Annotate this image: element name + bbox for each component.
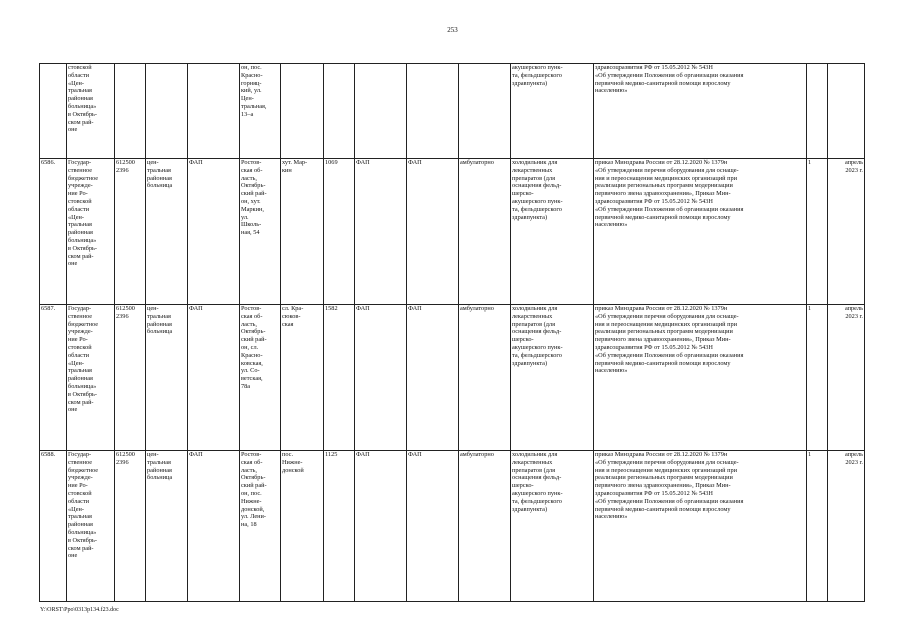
facility-address: он, пос. Красно- горняц- кий, ул. Цен- тральная, 13–а	[240, 64, 281, 159]
equipment-name: акушерского пунк- та, фельдшерского здравпункта)	[511, 64, 594, 159]
delivery-date	[828, 64, 865, 159]
facility-type	[188, 64, 240, 159]
facility-kind: ФАП	[355, 451, 407, 602]
table-row	[40, 159, 865, 305]
facility-type: ФАП	[188, 305, 240, 451]
equipment-table	[39, 63, 865, 602]
equipment-name: холодильник для лекарственных препаратов (для оснащения фельд- шерско- акушерского пунк- та, фельдшерского здравпункта)	[511, 451, 594, 602]
facility-kind-target: ФАП	[407, 451, 459, 602]
organization-name: Государ- ственное бюджетное учрежде- ние Ро- стовской области «Цен- тральная районная больница» в Октябрь- ском рай- оне	[67, 159, 115, 305]
organization-code	[115, 64, 146, 159]
regulatory-order: приказ Минздрава России от 28.12.2020 № 1379н «Об утверждении перечня оборудования для оснаще- ния и переоснащения медицинских организаций при реализации региональных программ модернизации первичного звена здравоохранения», Приказ Мин- здравсоцразвития РФ от 15.05.2012 № 543Н «Об утверждении Положения об организации оказания первичной медико-санитарной помощи взрослому населению»	[594, 159, 807, 305]
organization-code: 612500 2396	[115, 159, 146, 305]
page-number: 253	[447, 26, 458, 34]
settlement-name: сл. Кра- сюков- ская	[281, 305, 324, 451]
settlement-name: пос. Нижне- донской	[281, 451, 324, 602]
facility-kind-target: ФАП	[407, 159, 459, 305]
care-conditions: амбулаторно	[459, 159, 511, 305]
organization-name: стовской области «Цен- тральная районная больница» в Октябрь- ском рай- оне	[67, 64, 115, 159]
settlement-name: хут. Мар- кин	[281, 159, 324, 305]
table-row	[40, 64, 865, 159]
table-row	[40, 305, 865, 451]
table-row	[40, 451, 865, 602]
organization-code: 612500 2396	[115, 451, 146, 602]
quantity: 1	[807, 305, 828, 451]
facility-address: Ростов- ская об- ласть, Октябрь- ский рай- он, сл. Красно- ковская, ул. Со- ветская, 78а	[240, 305, 281, 451]
organization-code: 612500 2396	[115, 305, 146, 451]
equipment-name: холодильник для лекарственных препаратов (для оснащения фельд- шерско- акушерского пунк- та, фельдшерского здравпункта)	[511, 159, 594, 305]
care-conditions: амбулаторно	[459, 305, 511, 451]
equipment-name: холодильник для лекарственных препаратов (для оснащения фельд- шерско- акушерского пунк- та, фельдшерского здравпункта)	[511, 305, 594, 451]
unit-name: цен- тральная районная больница	[146, 451, 188, 602]
facility-kind: ФАП	[355, 159, 407, 305]
facility-type: ФАП	[188, 159, 240, 305]
delivery-date: апрель 2023 г.	[828, 451, 865, 602]
row-number: 6587.	[40, 305, 67, 451]
footer-file-path: Y:\ORST\Ppo\0313p134.f23.doc	[40, 607, 119, 613]
quantity	[807, 64, 828, 159]
regulatory-order: приказ Минздрава России от 28.12.2020 № 1379н «Об утверждении перечня оборудования для оснаще- ния и переоснащения медицинских организаций при реализации региональных программ модернизации первичного звена здравоохранения», Приказ Мин- здравсоцразвития РФ от 15.05.2012 № 543Н «Об утверждении Положения об организации оказания первичной медико-санитарной помощи взрослому населению»	[594, 451, 807, 602]
organization-name: Государ- ственное бюджетное учрежде- ние Ро- стовской области «Цен- тральная районная больница» в Октябрь- ском рай- оне	[67, 305, 115, 451]
row-number	[40, 64, 67, 159]
unit-name: цен- тральная районная больница	[146, 159, 188, 305]
facility-type: ФАП	[188, 451, 240, 602]
unit-name: цен- тральная районная больница	[146, 305, 188, 451]
quantity: 1	[807, 159, 828, 305]
facility-address: Ростов- ская об- ласть, Октябрь- ский рай- он, пос. Нижне- донской, ул. Лени- на, 18	[240, 451, 281, 602]
facility-kind-target: ФАП	[407, 305, 459, 451]
organization-name: Государ- ственное бюджетное учрежде- ние Ро- стовской области «Цен- тральная районная больница» в Октябрь- ском рай- оне	[67, 451, 115, 602]
population-count	[324, 64, 355, 159]
facility-address: Ростов- ская об- ласть, Октябрь- ский рай- он, хут. Маркин, ул. Школь- ная, 54	[240, 159, 281, 305]
row-number: 6586.	[40, 159, 67, 305]
settlement-name	[281, 64, 324, 159]
delivery-date: апрель 2023 г.	[828, 159, 865, 305]
facility-kind-target	[407, 64, 459, 159]
quantity: 1	[807, 451, 828, 602]
facility-kind	[355, 64, 407, 159]
regulatory-order: приказ Минздрава России от 28.12.2020 № 1379н «Об утверждении перечня оборудования для оснаще- ния и переоснащения медицинских организаций при реализации региональных программ модернизации первичного звена здравоохранения», Приказ Мин- здравсоцразвития РФ от 15.05.2012 № 543Н «Об утверждении Положения об организации оказания первичной медико-санитарной помощи взрослому населению»	[594, 305, 807, 451]
regulatory-order: здравсоцразвития РФ от 15.05.2012 № 543Н «Об утверждении Положения об организации оказания первичной медико-санитарной помощи взрослому населению»	[594, 64, 807, 159]
population-count: 1582	[324, 305, 355, 451]
population-count: 1125	[324, 451, 355, 602]
population-count: 1069	[324, 159, 355, 305]
care-conditions: амбулаторно	[459, 451, 511, 602]
unit-name	[146, 64, 188, 159]
facility-kind: ФАП	[355, 305, 407, 451]
row-number: 6588.	[40, 451, 67, 602]
care-conditions	[459, 64, 511, 159]
delivery-date: апрель 2023 г.	[828, 305, 865, 451]
